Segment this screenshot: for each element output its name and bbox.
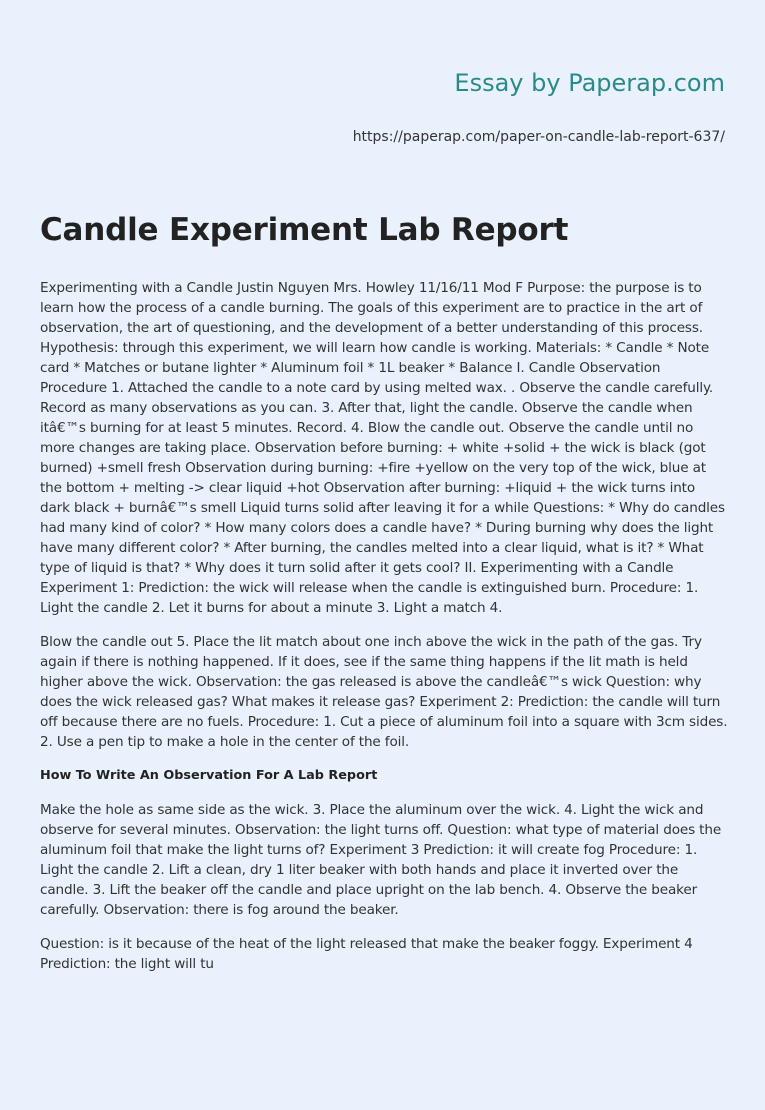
article-paragraph: Experimenting with a Candle Justin Nguyen Mrs. Howley 11/16/11 Mod F Purpose: the purpose is to learn how the process of a candle burning. The goals of this experiment are to practice in the art of observation, the art of questioning, and the development of a better understanding of this process. Hypothesis: through this experiment, we will learn how candle is working. Materials: * Candle * Note card * Matches or butane lighter * Aluminum foil * 1L beaker * Balance I. Candle Observation Procedure 1. Attached the candle to a note card by using melted wax. . Observe the candle carefully. Record as many observations as you can. 3. After that, light the candle. Observe the candle when itâ€™s burning for at least 5 minutes. Record. 4. Blow the candle out. Observe the candle until no more changes are taking place. Observation before burning: + white +solid + the wick is black (got burned) +smell fresh Observation during burning: +fire +yellow on the very top of the wick, blue at the bottom + melting -> clear liquid +hot Observation after burning: +liquid + the wick turns into dark black + burnâ€™s smell Liquid turns solid after leaving it for a while Questions: * Why do candles had many kind of color? * How many colors does a candle have? * During burning why does the light have many different color? * After burning, the candles melted into a clear liquid, what is it? * What type of liquid is that? * Why does it turn solid after it gets cool? II. Experimenting with a Candle Experiment 1: Prediction: the wick will release when the candle is extinguished burn. Procedure: 1. Light the candle 2. Let it burns for about a minute 3. Light a match 4.: [40, 280, 725, 616]
article-body: [40, 278, 728, 988]
article-paragraph: Question: is it because of the heat of the light released that make the beaker foggy. Experiment 4 Prediction: the light will tu: [40, 936, 693, 972]
article-paragraph: Blow the candle out 5. Place the lit match about one inch above the wick in the path of the gas. Try again if there is nothing happened. If it does, see if the same thing happens if the lit math is held higher above the wick. Observation: the gas released is above the candleâ€™s wick Question: why does the wick released gas? What makes it release gas? Experiment 2: Prediction: the candle will turn off because there are no fuels. Procedure: 1. Cut a piece of aluminum foil into a square with 3cm sides. 2. Use a pen tip to make a hole in the center of the foil.: [40, 634, 728, 750]
page-title: Candle Experiment Lab Report: [40, 212, 569, 248]
article-paragraph: Make the hole as same side as the wick. 3. Place the aluminum over the wick. 4. Light the wick and observe for several minutes. Observation: the light turns off. Question: what type of material does the aluminum foil that make the light turns of? Experiment 3 Prediction: it will create fog Procedure: 1. Light the candle 2. Lift a clean, dry 1 liter beaker with both hands and place it inverted over the candle. 3. Lift the beaker off the candle and place upright on the lab bench. 4. Observe the beaker carefully. Observation: there is fog around the beaker.: [40, 802, 722, 918]
source-url-link[interactable]: https://paperap.com/paper-on-candle-lab-report-637/: [352, 129, 725, 145]
article-subheading: How To Write An Observation For A Lab Report: [40, 768, 378, 783]
site-brand-link[interactable]: Essay by Paperap.com: [454, 69, 725, 97]
